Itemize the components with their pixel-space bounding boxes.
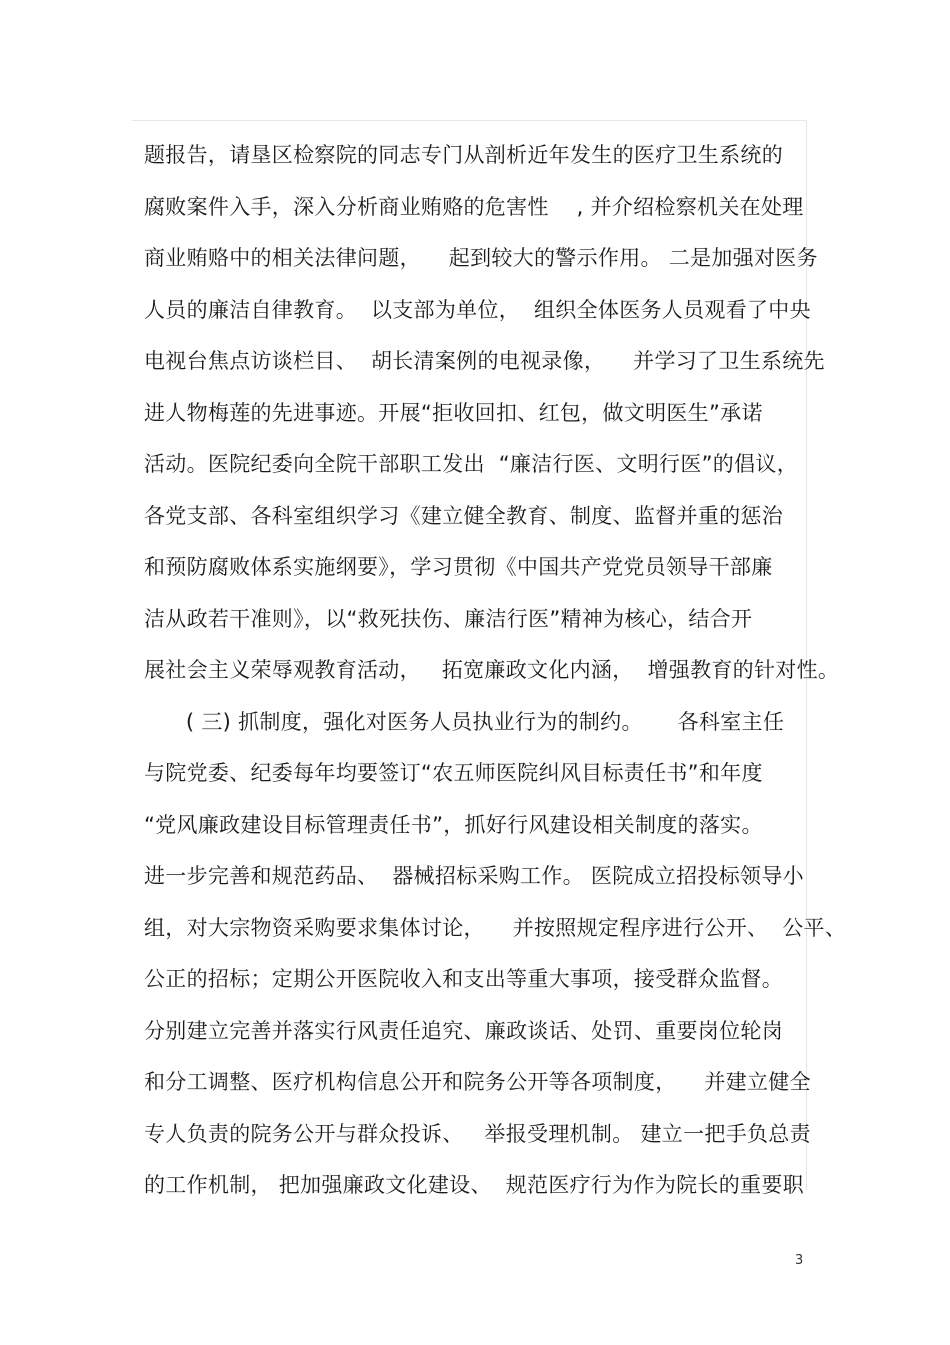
text-line: 分别建立完善并落实行风责任追究、廉政谈话、处罚、重要岗位轮岗: [144, 1018, 783, 1043]
section-heading-line: ( 三) 抓制度，强化对医务人员执业行为的制约。 各科室主任: [144, 709, 785, 734]
text-line: 洁从政若干准则》，以“救死扶伤、廉洁行医”精神为核心，结合开: [144, 606, 753, 631]
text-line: 商业贿赂中的相关法律问题， 起到较大的警示作用。 二是加强对医务: [144, 246, 818, 270]
body-text: [144, 133, 847, 1215]
text-line: 专人负责的院务公开与群众投诉、 举报受理机制。 建立一把手负总责: [144, 1121, 811, 1146]
text-line: 人员的廉洁自律教育。 以支部为单位， 组织全体医务人员观看了中央: [144, 297, 811, 322]
text-line: 展社会主义荣辱观教育活动， 拓宽廉政文化内涵， 增强教育的针对性。: [144, 658, 840, 682]
text-line: 和分工调整、医疗机构信息公开和院务公开等各项制度， 并建立健全: [144, 1070, 811, 1094]
text-line: 进一步完善和规范药品、 器械招标采购工作。 医院成立招投标领导小: [144, 864, 804, 888]
text-line: 的工作机制， 把加强廉政文化建设、 规范医疗行为作为院长的重要职: [144, 1173, 804, 1197]
text-line: “党风廉政建设目标管理责任书”，抓好行风建设相关制度的落实。: [144, 812, 763, 837]
text-line: 各党支部、各科室组织学习《建立健全教育、制度、监督并重的惩治: [144, 503, 783, 528]
text-line: 题报告，请垦区检察院的同志专门从剖析近年发生的医疗卫生系统的: [144, 143, 783, 167]
text-line: 组，对大宗物资采购要求集体讨论， 并按照规定程序进行公开、 公平、: [144, 915, 847, 940]
text-line: 腐败案件入手，深入分析商业贿赂的危害性 , 并介绍检察机关在处理: [144, 194, 804, 219]
text-line: 进人物梅莲的先进事迹。开展“拒收回扣、红包，做文明医生”承诺: [144, 400, 763, 425]
page-number: 3: [795, 1253, 804, 1268]
text-line: 活动。医院纪委向全院干部职工发出 “廉洁行医、文明行医”的倡议，: [144, 452, 799, 476]
text-line: 电视台焦点访谈栏目、 胡长清案例的电视录像， 并学习了卫生系统先: [144, 349, 825, 373]
text-line: 和预防腐败体系实施纲要》，学习贯彻《中国共产党党员领导干部廉: [144, 555, 773, 579]
text-line: 公正的招标；定期公开医院收入和支出等重大事项，接受群众监督。: [144, 967, 783, 991]
text-line: 与院党委、纪委每年均要签订“农五师医院纠风目标责任书”和年度: [144, 761, 763, 785]
